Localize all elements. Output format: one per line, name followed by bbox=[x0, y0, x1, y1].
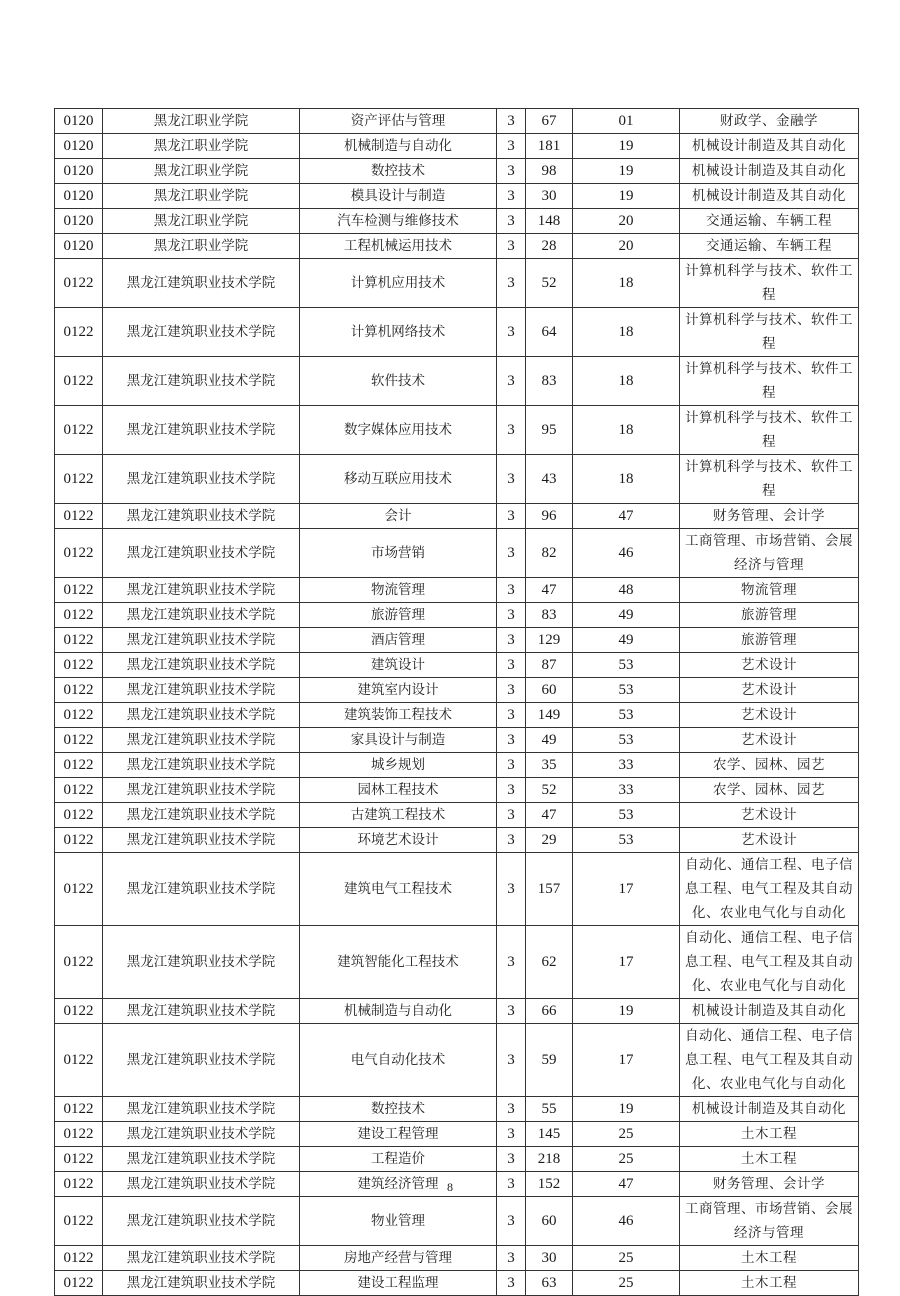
target-majors-cell: 农学、园林、园艺 bbox=[680, 778, 859, 803]
years-cell: 3 bbox=[497, 308, 526, 357]
school-name-cell: 黑龙江职业学院 bbox=[103, 134, 300, 159]
target-majors-cell: 交通运输、车辆工程 bbox=[680, 234, 859, 259]
quota-cell: 87 bbox=[526, 653, 573, 678]
school-code-cell: 0120 bbox=[55, 109, 103, 134]
category-code-cell: 20 bbox=[573, 234, 680, 259]
target-majors-cell: 计算机科学与技术、软件工程 bbox=[680, 308, 859, 357]
table-row bbox=[55, 1097, 859, 1122]
target-majors-cell: 艺术设计 bbox=[680, 828, 859, 853]
category-code-cell: 19 bbox=[573, 159, 680, 184]
category-code-cell: 18 bbox=[573, 357, 680, 406]
major-name-cell: 模具设计与制造 bbox=[300, 184, 497, 209]
category-code-cell: 33 bbox=[573, 778, 680, 803]
years-cell: 3 bbox=[497, 578, 526, 603]
years-cell: 3 bbox=[497, 455, 526, 504]
years-cell: 3 bbox=[497, 653, 526, 678]
major-name-cell: 建筑装饰工程技术 bbox=[300, 703, 497, 728]
school-code-cell: 0122 bbox=[55, 1172, 103, 1197]
quota-cell: 30 bbox=[526, 1246, 573, 1271]
target-majors-cell: 机械设计制造及其自动化 bbox=[680, 184, 859, 209]
school-name-cell: 黑龙江职业学院 bbox=[103, 159, 300, 184]
school-code-cell: 0122 bbox=[55, 1147, 103, 1172]
years-cell: 3 bbox=[497, 778, 526, 803]
category-code-cell: 18 bbox=[573, 259, 680, 308]
school-name-cell: 黑龙江建筑职业技术学院 bbox=[103, 1197, 300, 1246]
table-row bbox=[55, 703, 859, 728]
quota-cell: 83 bbox=[526, 603, 573, 628]
major-name-cell: 古建筑工程技术 bbox=[300, 803, 497, 828]
table-row bbox=[55, 653, 859, 678]
quota-cell: 218 bbox=[526, 1147, 573, 1172]
major-name-cell: 建筑室内设计 bbox=[300, 678, 497, 703]
school-name-cell: 黑龙江建筑职业技术学院 bbox=[103, 999, 300, 1024]
school-code-cell: 0122 bbox=[55, 578, 103, 603]
category-code-cell: 18 bbox=[573, 406, 680, 455]
quota-cell: 82 bbox=[526, 529, 573, 578]
school-name-cell: 黑龙江建筑职业技术学院 bbox=[103, 853, 300, 926]
table-row bbox=[55, 455, 859, 504]
school-code-cell: 0122 bbox=[55, 728, 103, 753]
quota-cell: 63 bbox=[526, 1271, 573, 1296]
school-name-cell: 黑龙江建筑职业技术学院 bbox=[103, 1097, 300, 1122]
target-majors-cell: 土木工程 bbox=[680, 1122, 859, 1147]
years-cell: 3 bbox=[497, 357, 526, 406]
table-row bbox=[55, 999, 859, 1024]
school-name-cell: 黑龙江建筑职业技术学院 bbox=[103, 728, 300, 753]
category-code-cell: 19 bbox=[573, 999, 680, 1024]
school-code-cell: 0122 bbox=[55, 828, 103, 853]
category-code-cell: 49 bbox=[573, 628, 680, 653]
school-code-cell: 0122 bbox=[55, 853, 103, 926]
school-code-cell: 0122 bbox=[55, 1097, 103, 1122]
target-majors-cell: 农学、园林、园艺 bbox=[680, 753, 859, 778]
target-majors-cell: 计算机科学与技术、软件工程 bbox=[680, 455, 859, 504]
table-row bbox=[55, 406, 859, 455]
school-name-cell: 黑龙江建筑职业技术学院 bbox=[103, 926, 300, 999]
target-majors-cell: 土木工程 bbox=[680, 1246, 859, 1271]
category-code-cell: 53 bbox=[573, 653, 680, 678]
school-name-cell: 黑龙江建筑职业技术学院 bbox=[103, 1122, 300, 1147]
category-code-cell: 01 bbox=[573, 109, 680, 134]
table-row bbox=[55, 926, 859, 999]
table-row bbox=[55, 678, 859, 703]
target-majors-cell: 计算机科学与技术、软件工程 bbox=[680, 357, 859, 406]
quota-cell: 98 bbox=[526, 159, 573, 184]
school-name-cell: 黑龙江建筑职业技术学院 bbox=[103, 778, 300, 803]
table-row bbox=[55, 1271, 859, 1296]
school-name-cell: 黑龙江建筑职业技术学院 bbox=[103, 1147, 300, 1172]
major-name-cell: 建设工程监理 bbox=[300, 1271, 497, 1296]
target-majors-cell: 土木工程 bbox=[680, 1147, 859, 1172]
category-code-cell: 17 bbox=[573, 926, 680, 999]
school-name-cell: 黑龙江建筑职业技术学院 bbox=[103, 308, 300, 357]
major-name-cell: 工程造价 bbox=[300, 1147, 497, 1172]
table-row bbox=[55, 803, 859, 828]
school-code-cell: 0120 bbox=[55, 159, 103, 184]
years-cell: 3 bbox=[497, 134, 526, 159]
table-row bbox=[55, 109, 859, 134]
years-cell: 3 bbox=[497, 999, 526, 1024]
category-code-cell: 19 bbox=[573, 134, 680, 159]
category-code-cell: 25 bbox=[573, 1271, 680, 1296]
school-code-cell: 0120 bbox=[55, 184, 103, 209]
school-code-cell: 0122 bbox=[55, 1122, 103, 1147]
major-name-cell: 计算机网络技术 bbox=[300, 308, 497, 357]
school-name-cell: 黑龙江职业学院 bbox=[103, 184, 300, 209]
category-code-cell: 25 bbox=[573, 1122, 680, 1147]
category-code-cell: 25 bbox=[573, 1147, 680, 1172]
table-row bbox=[55, 1197, 859, 1246]
years-cell: 3 bbox=[497, 628, 526, 653]
school-code-cell: 0122 bbox=[55, 259, 103, 308]
category-code-cell: 19 bbox=[573, 184, 680, 209]
school-code-cell: 0122 bbox=[55, 926, 103, 999]
school-code-cell: 0120 bbox=[55, 134, 103, 159]
target-majors-cell: 艺术设计 bbox=[680, 678, 859, 703]
school-name-cell: 黑龙江建筑职业技术学院 bbox=[103, 603, 300, 628]
school-name-cell: 黑龙江建筑职业技术学院 bbox=[103, 703, 300, 728]
table-row bbox=[55, 603, 859, 628]
school-code-cell: 0122 bbox=[55, 455, 103, 504]
category-code-cell: 53 bbox=[573, 703, 680, 728]
school-name-cell: 黑龙江建筑职业技术学院 bbox=[103, 653, 300, 678]
quota-cell: 47 bbox=[526, 578, 573, 603]
years-cell: 3 bbox=[497, 184, 526, 209]
table-row bbox=[55, 234, 859, 259]
major-name-cell: 建筑智能化工程技术 bbox=[300, 926, 497, 999]
table-row bbox=[55, 209, 859, 234]
major-name-cell: 建筑经济管理 bbox=[300, 1172, 497, 1197]
category-code-cell: 25 bbox=[573, 1246, 680, 1271]
target-majors-cell: 旅游管理 bbox=[680, 628, 859, 653]
years-cell: 3 bbox=[497, 529, 526, 578]
quota-cell: 55 bbox=[526, 1097, 573, 1122]
school-code-cell: 0122 bbox=[55, 529, 103, 578]
target-majors-cell: 机械设计制造及其自动化 bbox=[680, 134, 859, 159]
table-body bbox=[55, 109, 859, 1296]
quota-cell: 43 bbox=[526, 455, 573, 504]
years-cell: 3 bbox=[497, 728, 526, 753]
table-row bbox=[55, 1122, 859, 1147]
table-row bbox=[55, 828, 859, 853]
school-name-cell: 黑龙江建筑职业技术学院 bbox=[103, 357, 300, 406]
table-row bbox=[55, 1147, 859, 1172]
school-name-cell: 黑龙江建筑职业技术学院 bbox=[103, 578, 300, 603]
school-name-cell: 黑龙江建筑职业技术学院 bbox=[103, 504, 300, 529]
major-name-cell: 旅游管理 bbox=[300, 603, 497, 628]
category-code-cell: 49 bbox=[573, 603, 680, 628]
target-majors-cell: 艺术设计 bbox=[680, 803, 859, 828]
table-row bbox=[55, 259, 859, 308]
years-cell: 3 bbox=[497, 703, 526, 728]
category-code-cell: 20 bbox=[573, 209, 680, 234]
target-majors-cell: 计算机科学与技术、软件工程 bbox=[680, 259, 859, 308]
table-row bbox=[55, 728, 859, 753]
target-majors-cell: 自动化、通信工程、电子信息工程、电气工程及其自动化、农业电气化与自动化 bbox=[680, 926, 859, 999]
school-code-cell: 0122 bbox=[55, 778, 103, 803]
school-code-cell: 0122 bbox=[55, 803, 103, 828]
school-code-cell: 0122 bbox=[55, 678, 103, 703]
school-name-cell: 黑龙江建筑职业技术学院 bbox=[103, 1271, 300, 1296]
school-code-cell: 0122 bbox=[55, 308, 103, 357]
major-name-cell: 园林工程技术 bbox=[300, 778, 497, 803]
major-name-cell: 软件技术 bbox=[300, 357, 497, 406]
target-majors-cell: 艺术设计 bbox=[680, 728, 859, 753]
major-name-cell: 资产评估与管理 bbox=[300, 109, 497, 134]
table-row bbox=[55, 578, 859, 603]
school-code-cell: 0122 bbox=[55, 406, 103, 455]
target-majors-cell: 旅游管理 bbox=[680, 603, 859, 628]
target-majors-cell: 财务管理、会计学 bbox=[680, 1172, 859, 1197]
years-cell: 3 bbox=[497, 1097, 526, 1122]
quota-cell: 52 bbox=[526, 259, 573, 308]
school-code-cell: 0122 bbox=[55, 1024, 103, 1097]
category-code-cell: 53 bbox=[573, 728, 680, 753]
table-row bbox=[55, 778, 859, 803]
quota-cell: 67 bbox=[526, 109, 573, 134]
school-name-cell: 黑龙江职业学院 bbox=[103, 109, 300, 134]
school-code-cell: 0122 bbox=[55, 504, 103, 529]
quota-cell: 64 bbox=[526, 308, 573, 357]
years-cell: 3 bbox=[497, 1172, 526, 1197]
category-code-cell: 47 bbox=[573, 504, 680, 529]
page-number: 8 bbox=[447, 1180, 453, 1194]
school-name-cell: 黑龙江建筑职业技术学院 bbox=[103, 259, 300, 308]
quota-cell: 52 bbox=[526, 778, 573, 803]
major-name-cell: 数字媒体应用技术 bbox=[300, 406, 497, 455]
years-cell: 3 bbox=[497, 406, 526, 455]
major-name-cell: 家具设计与制造 bbox=[300, 728, 497, 753]
years-cell: 3 bbox=[497, 853, 526, 926]
quota-cell: 60 bbox=[526, 678, 573, 703]
school-code-cell: 0122 bbox=[55, 1197, 103, 1246]
school-name-cell: 黑龙江建筑职业技术学院 bbox=[103, 678, 300, 703]
major-name-cell: 机械制造与自动化 bbox=[300, 999, 497, 1024]
category-code-cell: 46 bbox=[573, 1197, 680, 1246]
quota-cell: 47 bbox=[526, 803, 573, 828]
major-name-cell: 机械制造与自动化 bbox=[300, 134, 497, 159]
major-name-cell: 建设工程管理 bbox=[300, 1122, 497, 1147]
table-row bbox=[55, 1246, 859, 1271]
quota-cell: 60 bbox=[526, 1197, 573, 1246]
years-cell: 3 bbox=[497, 1197, 526, 1246]
table-row bbox=[55, 357, 859, 406]
years-cell: 3 bbox=[497, 209, 526, 234]
major-name-cell: 物流管理 bbox=[300, 578, 497, 603]
category-code-cell: 18 bbox=[573, 308, 680, 357]
school-name-cell: 黑龙江建筑职业技术学院 bbox=[103, 1024, 300, 1097]
table-row bbox=[55, 308, 859, 357]
school-code-cell: 0122 bbox=[55, 653, 103, 678]
school-name-cell: 黑龙江建筑职业技术学院 bbox=[103, 828, 300, 853]
years-cell: 3 bbox=[497, 803, 526, 828]
major-name-cell: 房地产经营与管理 bbox=[300, 1246, 497, 1271]
quota-cell: 152 bbox=[526, 1172, 573, 1197]
school-code-cell: 0122 bbox=[55, 1246, 103, 1271]
major-name-cell: 会计 bbox=[300, 504, 497, 529]
quota-cell: 145 bbox=[526, 1122, 573, 1147]
quota-cell: 149 bbox=[526, 703, 573, 728]
table-row bbox=[55, 1024, 859, 1097]
quota-cell: 30 bbox=[526, 184, 573, 209]
years-cell: 3 bbox=[497, 828, 526, 853]
years-cell: 3 bbox=[497, 1147, 526, 1172]
target-majors-cell: 财务管理、会计学 bbox=[680, 504, 859, 529]
category-code-cell: 53 bbox=[573, 828, 680, 853]
target-majors-cell: 工商管理、市场营销、会展经济与管理 bbox=[680, 529, 859, 578]
major-name-cell: 酒店管理 bbox=[300, 628, 497, 653]
major-name-cell: 工程机械运用技术 bbox=[300, 234, 497, 259]
years-cell: 3 bbox=[497, 603, 526, 628]
category-code-cell: 18 bbox=[573, 455, 680, 504]
years-cell: 3 bbox=[497, 1271, 526, 1296]
category-code-cell: 47 bbox=[573, 1172, 680, 1197]
years-cell: 3 bbox=[497, 926, 526, 999]
years-cell: 3 bbox=[497, 1024, 526, 1097]
target-majors-cell: 艺术设计 bbox=[680, 653, 859, 678]
table-row bbox=[55, 628, 859, 653]
major-name-cell: 移动互联应用技术 bbox=[300, 455, 497, 504]
target-majors-cell: 艺术设计 bbox=[680, 703, 859, 728]
school-name-cell: 黑龙江建筑职业技术学院 bbox=[103, 1246, 300, 1271]
quota-cell: 35 bbox=[526, 753, 573, 778]
quota-cell: 129 bbox=[526, 628, 573, 653]
quota-cell: 157 bbox=[526, 853, 573, 926]
school-code-cell: 0122 bbox=[55, 753, 103, 778]
school-name-cell: 黑龙江职业学院 bbox=[103, 234, 300, 259]
school-code-cell: 0122 bbox=[55, 603, 103, 628]
table-row bbox=[55, 184, 859, 209]
years-cell: 3 bbox=[497, 678, 526, 703]
years-cell: 3 bbox=[497, 259, 526, 308]
school-name-cell: 黑龙江建筑职业技术学院 bbox=[103, 628, 300, 653]
school-name-cell: 黑龙江建筑职业技术学院 bbox=[103, 803, 300, 828]
school-code-cell: 0122 bbox=[55, 999, 103, 1024]
school-name-cell: 黑龙江建筑职业技术学院 bbox=[103, 1172, 300, 1197]
quota-cell: 29 bbox=[526, 828, 573, 853]
target-majors-cell: 计算机科学与技术、软件工程 bbox=[680, 406, 859, 455]
major-name-cell: 环境艺术设计 bbox=[300, 828, 497, 853]
years-cell: 3 bbox=[497, 109, 526, 134]
target-majors-cell: 工商管理、市场营销、会展经济与管理 bbox=[680, 1197, 859, 1246]
school-name-cell: 黑龙江建筑职业技术学院 bbox=[103, 529, 300, 578]
table-row bbox=[55, 753, 859, 778]
years-cell: 3 bbox=[497, 1122, 526, 1147]
major-name-cell: 数控技术 bbox=[300, 159, 497, 184]
school-name-cell: 黑龙江职业学院 bbox=[103, 209, 300, 234]
category-code-cell: 17 bbox=[573, 1024, 680, 1097]
major-name-cell: 建筑设计 bbox=[300, 653, 497, 678]
table-row bbox=[55, 504, 859, 529]
major-name-cell: 物业管理 bbox=[300, 1197, 497, 1246]
quota-cell: 96 bbox=[526, 504, 573, 529]
target-majors-cell: 土木工程 bbox=[680, 1271, 859, 1296]
school-code-cell: 0120 bbox=[55, 234, 103, 259]
target-majors-cell: 交通运输、车辆工程 bbox=[680, 209, 859, 234]
target-majors-cell: 机械设计制造及其自动化 bbox=[680, 999, 859, 1024]
major-name-cell: 计算机应用技术 bbox=[300, 259, 497, 308]
school-code-cell: 0122 bbox=[55, 628, 103, 653]
years-cell: 3 bbox=[497, 753, 526, 778]
quota-cell: 148 bbox=[526, 209, 573, 234]
major-name-cell: 数控技术 bbox=[300, 1097, 497, 1122]
major-name-cell: 城乡规划 bbox=[300, 753, 497, 778]
target-majors-cell: 机械设计制造及其自动化 bbox=[680, 1097, 859, 1122]
category-code-cell: 48 bbox=[573, 578, 680, 603]
school-name-cell: 黑龙江建筑职业技术学院 bbox=[103, 455, 300, 504]
major-name-cell: 建筑电气工程技术 bbox=[300, 853, 497, 926]
category-code-cell: 53 bbox=[573, 678, 680, 703]
target-majors-cell: 财政学、金融学 bbox=[680, 109, 859, 134]
table-row bbox=[55, 134, 859, 159]
admissions-table bbox=[54, 108, 859, 1296]
quota-cell: 95 bbox=[526, 406, 573, 455]
category-code-cell: 17 bbox=[573, 853, 680, 926]
years-cell: 3 bbox=[497, 504, 526, 529]
years-cell: 3 bbox=[497, 234, 526, 259]
major-name-cell: 电气自动化技术 bbox=[300, 1024, 497, 1097]
quota-cell: 28 bbox=[526, 234, 573, 259]
quota-cell: 83 bbox=[526, 357, 573, 406]
major-name-cell: 市场营销 bbox=[300, 529, 497, 578]
category-code-cell: 33 bbox=[573, 753, 680, 778]
target-majors-cell: 物流管理 bbox=[680, 578, 859, 603]
target-majors-cell: 自动化、通信工程、电子信息工程、电气工程及其自动化、农业电气化与自动化 bbox=[680, 1024, 859, 1097]
years-cell: 3 bbox=[497, 1246, 526, 1271]
quota-cell: 66 bbox=[526, 999, 573, 1024]
school-name-cell: 黑龙江建筑职业技术学院 bbox=[103, 406, 300, 455]
table-row bbox=[55, 853, 859, 926]
table-row bbox=[55, 529, 859, 578]
years-cell: 3 bbox=[497, 159, 526, 184]
table-row bbox=[55, 159, 859, 184]
quota-cell: 62 bbox=[526, 926, 573, 999]
school-name-cell: 黑龙江建筑职业技术学院 bbox=[103, 753, 300, 778]
target-majors-cell: 机械设计制造及其自动化 bbox=[680, 159, 859, 184]
school-code-cell: 0122 bbox=[55, 357, 103, 406]
school-code-cell: 0122 bbox=[55, 1271, 103, 1296]
category-code-cell: 53 bbox=[573, 803, 680, 828]
target-majors-cell: 自动化、通信工程、电子信息工程、电气工程及其自动化、农业电气化与自动化 bbox=[680, 853, 859, 926]
quota-cell: 181 bbox=[526, 134, 573, 159]
category-code-cell: 19 bbox=[573, 1097, 680, 1122]
school-code-cell: 0120 bbox=[55, 209, 103, 234]
school-code-cell: 0122 bbox=[55, 703, 103, 728]
category-code-cell: 46 bbox=[573, 529, 680, 578]
major-name-cell: 汽车检测与维修技术 bbox=[300, 209, 497, 234]
quota-cell: 59 bbox=[526, 1024, 573, 1097]
quota-cell: 49 bbox=[526, 728, 573, 753]
